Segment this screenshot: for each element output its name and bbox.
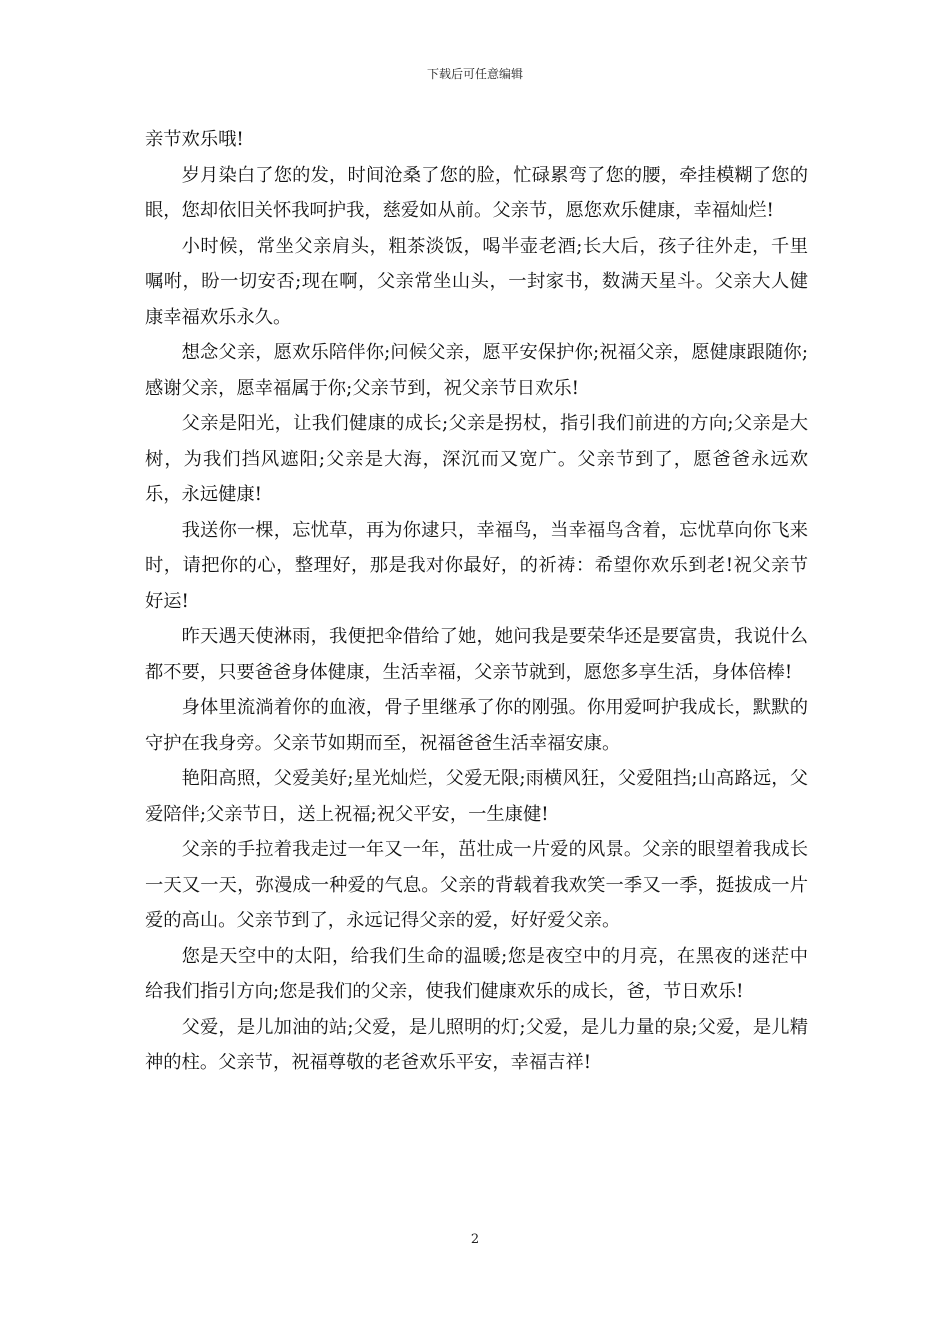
- page-number: 2: [470, 1232, 480, 1247]
- paragraph: 身体里流淌着你的血液，骨子里继承了你的刚强。你用爱呵护我成长，默默的守护在我身旁。父亲节如期而至，祝福爸爸生活幸福安康。: [145, 697, 808, 754]
- paragraph: 昨天遇天使淋雨，我便把伞借给了她，她问我是要荣华还是要富贵，我说什么都不要，只要爸爸身体健康，生活幸福，父亲节就到，愿您多享生活，身体倍棒!: [145, 626, 808, 683]
- paragraph: 小时候，常坐父亲肩头，粗茶淡饭，喝半壶老酒;长大后，孩子往外走，千里嘱咐，盼一切安否;现在啊，父亲常坐山头，一封家书，数满天星斗。父亲大人健康幸福欢乐永久。: [145, 235, 808, 328]
- paragraph: 岁月染白了您的发，时间沧桑了您的脸，忙碌累弯了您的腰，牵挂模糊了您的眼，您却依旧关怀我呵护我，慈爱如从前。父亲节，愿您欢乐健康，幸福灿烂!: [145, 164, 808, 221]
- paragraph: 父亲的手拉着我走过一年又一年，茁壮成一片爱的风景。父亲的眼望着我成长一天又一天，弥漫成一种爱的气息。父亲的背载着我欢笑一季又一季，挺拔成一片爱的高山。父亲节到了，永远记得父亲的爱，好好爱父亲。: [145, 839, 808, 931]
- paragraph: 我送你一棵，忘忧草，再为你逮只，幸福鸟，当幸福鸟含着，忘忧草向你飞来时，请把你的心，整理好，那是我对你最好，的祈祷：希望你欢乐到老!祝父亲节好运!: [145, 519, 808, 612]
- document-body: [145, 122, 808, 1081]
- paragraph: 想念父亲，愿欢乐陪伴你;问候父亲，愿平安保护你;祝福父亲，愿健康跟随你;感谢父亲，愿幸福属于你;父亲节到，祝父亲节日欢乐!: [145, 342, 808, 399]
- paragraph: 艳阳高照，父爱美好;星光灿烂，父爱无限;雨横风狂，父爱阻挡;山高路远，父爱陪伴;父亲节日，送上祝福;祝父平安，一生康健!: [145, 768, 808, 825]
- paragraph: 您是天空中的太阳，给我们生命的温暖;您是夜空中的月亮，在黑夜的迷茫中给我们指引方向;您是我们的父亲，使我们健康欢乐的成长，爸，节日欢乐!: [145, 945, 808, 1002]
- paragraph: 亲节欢乐哦!: [145, 129, 244, 150]
- page-header: 下载后可任意编辑: [426, 67, 523, 81]
- paragraph: 父爱，是儿加油的站;父爱，是儿照明的灯;父爱，是儿力量的泉;父爱，是儿精神的柱。父亲节，祝福尊敬的老爸欢乐平安，幸福吉祥!: [145, 1016, 808, 1073]
- paragraph: 父亲是阳光，让我们健康的成长;父亲是拐杖，指引我们前进的方向;父亲是大树，为我们挡风遮阳;父亲是大海，深沉而又宽广。父亲节到了，愿爸爸永远欢乐，永远健康!: [145, 413, 808, 505]
